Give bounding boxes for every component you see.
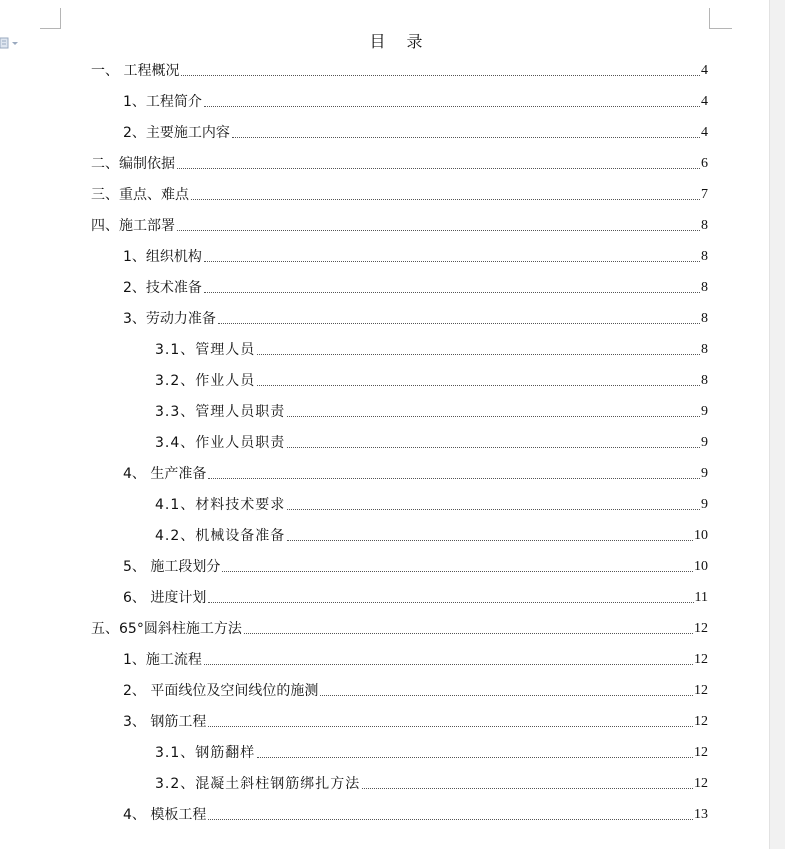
toc-leader-dots [244, 632, 693, 634]
toc-entry-page-number: 8 [701, 342, 708, 357]
toc-entry-title: 1、组织机构 [123, 249, 202, 265]
toc-entry-title: 二、编制依据 [91, 156, 175, 172]
toc-leader-dots [257, 756, 693, 758]
toc-entry[interactable] [123, 556, 708, 576]
vertical-scrollbar[interactable] [769, 0, 785, 849]
toc-leader-dots [204, 291, 700, 293]
toc-leader-dots [204, 663, 693, 665]
toc-entry[interactable] [123, 680, 708, 700]
toc-leader-dots [181, 74, 700, 76]
toc-entry-title: 5、 施工段划分 [123, 559, 221, 575]
toc-entry[interactable] [123, 308, 708, 328]
toc-entry-page-number: 4 [701, 63, 708, 78]
toc-entry-title: 4.1、材料技术要求 [155, 497, 286, 513]
toc-entry[interactable] [91, 618, 708, 638]
toc-entry-page-number: 8 [701, 218, 708, 233]
toc-entry-title: 1、工程简介 [123, 94, 202, 110]
toc-leader-dots [204, 260, 700, 262]
toc-entry[interactable] [123, 804, 708, 824]
toc-entry-title: 1、施工流程 [123, 652, 202, 668]
toc-entry[interactable] [155, 339, 708, 359]
toc-leader-dots [232, 136, 700, 138]
toc-entry-title: 4、 生产准备 [123, 466, 207, 482]
toc-entry[interactable] [155, 525, 708, 545]
toc-leader-dots [287, 446, 700, 448]
toc-entry[interactable] [123, 91, 708, 111]
toc-leader-dots [204, 105, 700, 107]
toc-entry-page-number: 10 [694, 528, 708, 543]
toc-entry-title: 五、65°圆斜柱施工方法 [91, 621, 242, 637]
toc-entry-page-number: 4 [701, 94, 708, 109]
toc-entry[interactable] [123, 649, 708, 669]
toc-entry-page-number: 12 [694, 683, 708, 698]
toc-entry[interactable] [123, 122, 708, 142]
toc-leader-dots [287, 539, 693, 541]
toc-leader-dots [362, 787, 693, 789]
toc-entry-title: 3.2、作业人员 [155, 373, 256, 389]
toc-entry-title: 2、 平面线位及空间线位的施测 [123, 683, 319, 699]
toc-entry-title: 3.1、管理人员 [155, 342, 256, 358]
toc-entry-page-number: 8 [701, 311, 708, 326]
toc-entry-page-number: 9 [701, 435, 708, 450]
toc-entry-page-number: 8 [701, 249, 708, 264]
toc-leader-dots [191, 198, 700, 200]
toc-entry-title: 3、劳动力准备 [123, 311, 216, 327]
toc-entry[interactable] [155, 773, 708, 793]
toc-leader-dots [208, 818, 693, 820]
toc-entry-title: 4、 模板工程 [123, 807, 207, 823]
toc-entry-page-number: 6 [701, 156, 708, 171]
toc-entry-title: 6、 进度计划 [123, 590, 207, 606]
toc-leader-dots [208, 725, 693, 727]
toc-entry-title: 3.2、混凝土斜柱钢筋绑扎方法 [155, 776, 361, 792]
toc-leader-dots [287, 508, 700, 510]
toc-entry-page-number: 8 [701, 373, 708, 388]
toc-leader-dots [320, 694, 693, 696]
toc-entry-page-number: 9 [701, 404, 708, 419]
toc-entry-title: 2、技术准备 [123, 280, 202, 296]
toc-entry-page-number: 9 [701, 466, 708, 481]
toc-entry[interactable] [123, 277, 708, 297]
toc-entry[interactable] [91, 60, 708, 80]
toc-entry-page-number: 9 [701, 497, 708, 512]
toc-leader-dots [177, 229, 700, 231]
toc-entry[interactable] [155, 494, 708, 514]
toc-entry-page-number: 12 [694, 776, 708, 791]
toc-leader-dots [257, 384, 700, 386]
toc-entry-title: 3、 钢筋工程 [123, 714, 207, 730]
toc-entry-page-number: 12 [694, 652, 708, 667]
toc-leader-dots [208, 477, 700, 479]
toc-entry[interactable] [91, 215, 708, 235]
toc-entry-page-number: 4 [701, 125, 708, 140]
toc-entry[interactable] [123, 587, 708, 607]
toc-entry-page-number: 13 [694, 807, 708, 822]
toc-entry-title: 四、施工部署 [91, 218, 175, 234]
toc-entry-page-number: 11 [694, 590, 708, 605]
toc-entry[interactable] [123, 463, 708, 483]
toc-entry-title: 3.4、作业人员职责 [155, 435, 286, 451]
toc-entry-page-number: 7 [701, 187, 708, 202]
toc-entry[interactable] [155, 742, 708, 762]
toc-entry-title: 3.3、管理人员职责 [155, 404, 286, 420]
toc-entry[interactable] [123, 246, 708, 266]
toc-entry-page-number: 10 [694, 559, 708, 574]
toc-entry-page-number: 12 [694, 621, 708, 636]
toc-entry[interactable] [155, 370, 708, 390]
toc-leader-dots [177, 167, 700, 169]
toc-entry[interactable] [123, 711, 708, 731]
toc-entry-title: 2、主要施工内容 [123, 125, 230, 141]
page-title: 目 录 [369, 32, 431, 51]
toc-leader-dots [257, 353, 700, 355]
toc-leader-dots [208, 601, 693, 603]
toc-entry-page-number: 8 [701, 280, 708, 295]
toc-entry-title: 三、重点、难点 [91, 187, 189, 203]
toc-entry[interactable] [91, 184, 708, 204]
toc-leader-dots [218, 322, 700, 324]
toc-entry-title: 一、 工程概况 [91, 63, 180, 79]
toc-entry-page-number: 12 [694, 745, 708, 760]
toc-entry[interactable] [91, 153, 708, 173]
toc-entry[interactable] [155, 432, 708, 452]
toc-leader-dots [222, 570, 693, 572]
toc-entry-title: 3.1、钢筋翻样 [155, 745, 256, 761]
toc-leader-dots [287, 415, 700, 417]
toc-entry[interactable] [155, 401, 708, 421]
toc-entry-title: 4.2、机械设备准备 [155, 528, 286, 544]
toc-entry-page-number: 12 [694, 714, 708, 729]
